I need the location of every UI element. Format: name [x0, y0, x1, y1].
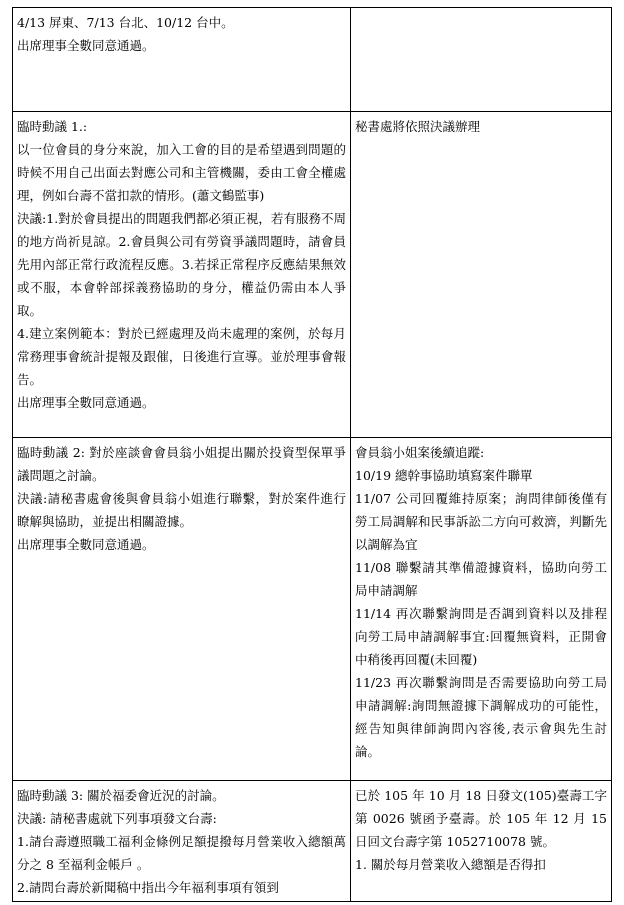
resolution-cell: [13, 781, 351, 902]
resolution-cell: [13, 112, 351, 438]
paragraph: 以一位會員的身分來說，加入工會的目的是希望遇到問題的時候不用自己出面去對應公司和主管機關，委由工會全權處理，例如台壽不當扣款的情形。(蕭文鶴監事): [17, 142, 346, 203]
paragraph: 臨時動議 1.:: [17, 119, 88, 134]
paragraph: 出席理事全數同意通過。: [17, 537, 155, 552]
paragraph: 決議: 請秘書處就下列事項發文台壽:: [17, 811, 217, 826]
paragraph: 臨時動議 3: 關於福委會近況的討論。: [17, 788, 225, 803]
paragraph: 11/23 再次聯繫詢問是否需要協助向勞工局申請調解:詢問無證據下調解成功的可能性，經告知與律師詢問內容後,表示會與先生討論。: [355, 675, 607, 759]
resolution-cell: [13, 8, 351, 112]
paragraph: 臨時動議 2: 對於座談會會員翁小姐提出關於投資型保單爭議問題之討論。: [17, 445, 346, 483]
paragraph: 2.請問台壽於新聞稿中指出今年福利事項有領到: [17, 880, 279, 895]
paragraph: 11/08 聯繫請其準備證據資料，協助向勞工局申請調解: [355, 560, 607, 598]
paragraph: 已於 105 年 10 月 18 日發文(105)臺壽工字第 0026 號函予臺壽。於 105 年 12 月 15 日回文台壽字第 1052710078 號。: [355, 788, 607, 849]
paragraph: 11/14 再次聯繫詢問是否調到資料以及排程向勞工局申請調解事宜:回覆無資料，正開會中稍後再回覆(未回覆): [355, 606, 607, 667]
paragraph: 1. 關於每月營業收入總額是否得扣: [355, 857, 546, 872]
minutes-table: [12, 7, 612, 902]
paragraph: 決議:1.對於會員提出的問題我們都必須正視，若有服務不周的地方尚祈見諒。2.會員與公司有勞資爭議問題時，請會員先用內部正常行政流程反應。3.若採正常程序反應結果無效或不服，本會幹部採義務協助的身分，權益仍需由本人爭取。: [17, 211, 346, 318]
table-row: [13, 8, 612, 112]
table-row: [13, 438, 612, 781]
table-row: [13, 781, 612, 902]
status-cell: [351, 781, 612, 902]
paragraph: 1.請台壽遵照職工福利金條例足額提撥每月營業收入總額萬分之 8 至福利金帳戶 。: [17, 834, 346, 872]
resolution-cell: [13, 438, 351, 781]
paragraph: 4.建立案例範本：對於已經處理及尚未處理的案例，於每月常務理事會統計提報及跟催，日後進行宣導。並於理事會報告。: [17, 326, 346, 387]
paragraph: 秘書處將依照決議辦理: [355, 119, 481, 134]
paragraph: 10/19 總幹事協助填寫案件聯單: [355, 468, 533, 483]
paragraph: 決議:請秘書處會後與會員翁小姐進行聯繫，對於案件進行瞭解與協助，並提出相關證據。: [17, 491, 346, 529]
paragraph: 會員翁小姐案後續追蹤:: [355, 445, 485, 460]
status-cell: [351, 8, 612, 112]
status-cell: [351, 438, 612, 781]
table-row: [13, 112, 612, 438]
paragraph: 4/13 屏東、7/13 台北、10/12 台中。: [17, 15, 234, 30]
paragraph: 出席理事全數同意通過。: [17, 38, 155, 53]
paragraph: 11/07 公司回覆維持原案；詢問律師後僅有勞工局調解和民事訴訟二方向可救濟，判斷先以調解為宜: [355, 491, 607, 552]
status-cell: [351, 112, 612, 438]
paragraph: 出席理事全數同意通過。: [17, 395, 155, 410]
